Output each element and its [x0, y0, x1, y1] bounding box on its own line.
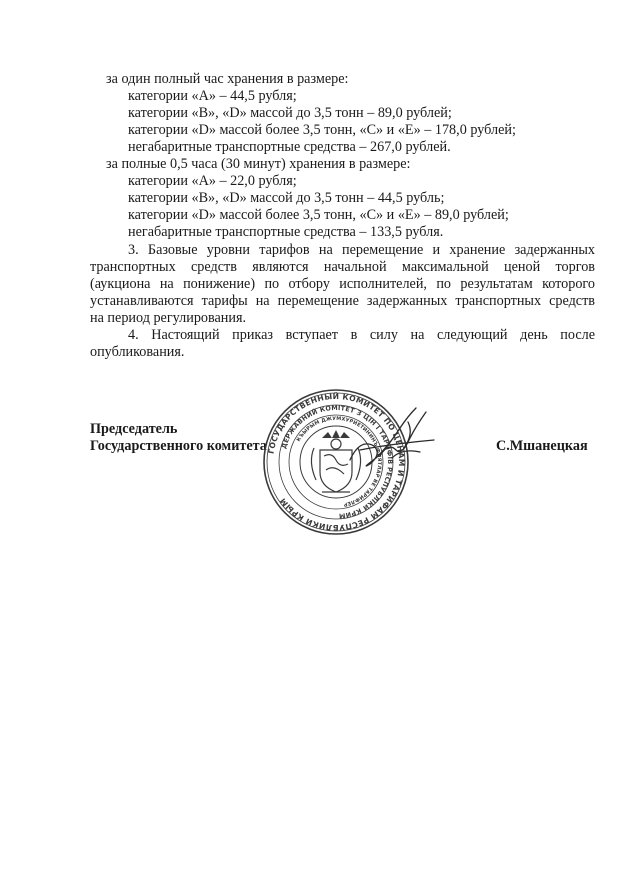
- half-hour-item: категории «В», «D» массой до 3,5 тонн – 44,5 рубль;: [128, 190, 445, 206]
- hour-item: негабаритные транспортные средства – 267,0 рублей.: [128, 139, 451, 155]
- paragraph-4-line: опубликования.: [90, 344, 185, 360]
- hour-item: категории «А» – 44,5 рубля;: [128, 88, 297, 104]
- hour-intro: за один полный час хранения в размере:: [106, 71, 349, 87]
- paragraph-3-line: транспортных средств являются начальной максимальной ценой торгов: [90, 259, 595, 275]
- hour-item: категории «В», «D» массой до 3,5 тонн – 89,0 рублей;: [128, 105, 452, 121]
- half-hour-item: категории «А» – 22,0 рубля;: [128, 173, 297, 189]
- paragraph-3-line: устанавливаются тарифы на перемещение задержанных транспортных средств: [90, 293, 595, 309]
- signer-title-line2: Государственного комитета: [90, 438, 267, 454]
- paragraph-3-line: (аукциона на понижение) по отбору исполнителей, по результатам которого: [90, 276, 595, 292]
- paragraph-3-line: 3. Базовые уровни тарифов на перемещение и хранение задержанных: [128, 242, 595, 258]
- seal-middle-text: ДЕРЖАВНИЙ КОМІТЕТ З ЦІН І ТАРИФІВ РЕСПУБЛІКИ КРИМ: [279, 403, 395, 521]
- half-hour-intro: за полные 0,5 часа (30 минут) хранения в размере:: [106, 156, 411, 172]
- paragraph-4-line: 4. Настоящий приказ вступает в силу на следующий день после: [128, 327, 595, 343]
- signatory-name: С.Мшанецкая: [496, 438, 588, 454]
- paragraph-3-line: на период регулирования.: [90, 310, 247, 326]
- handwritten-signature-icon: [330, 398, 440, 478]
- seal-inner-text: КЪЫРЫМ ДЖУМХУРИЕТИНИНЪ ФИЯТЛАР ВЕ ТАРИФЛЕР: [295, 415, 383, 508]
- signer-title-line1: Председатель: [90, 421, 178, 437]
- hour-item: категории «D» массой более 3,5 тонн, «С» и «Е» – 178,0 рублей;: [128, 122, 516, 138]
- seal-outer-text: ГОСУДАРСТВЕННЫЙ КОМИТЕТ ПО ЦЕНАМ И ТАРИФАМ РЕСПУБЛИКИ КРЫМ: [266, 391, 407, 533]
- half-hour-item: категории «D» массой более 3,5 тонн, «С» и «Е» – 89,0 рублей;: [128, 207, 509, 223]
- half-hour-item: негабаритные транспортные средства – 133,5 рубля.: [128, 224, 444, 240]
